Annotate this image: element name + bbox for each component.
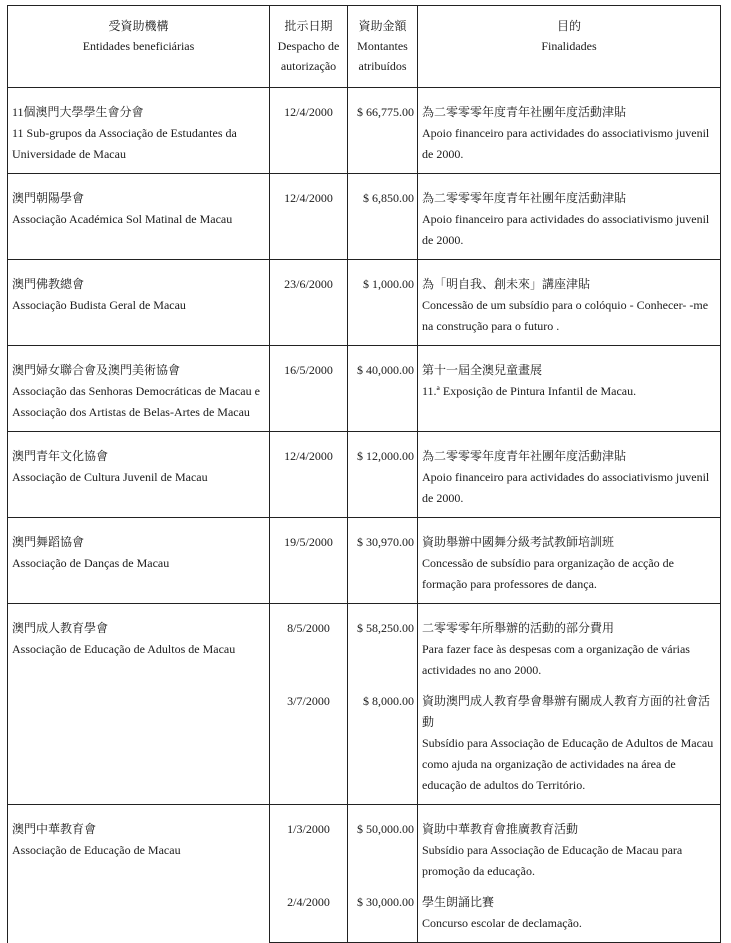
- amount-cell: $ 1,000.00: [348, 260, 418, 346]
- entity-zh: 澳門成人教育學會: [12, 621, 109, 635]
- header-amount-zh: 資助金額: [358, 19, 407, 33]
- entity-cell: [8, 174, 270, 260]
- header-entity-pt: Entidades beneficiárias: [82, 39, 195, 53]
- purpose-cell: [418, 260, 721, 346]
- date-cell: 19/5/2000: [270, 518, 348, 604]
- purpose-pt: Apoio financeiro para actividades do associativismo juvenil de 2000.: [422, 212, 710, 247]
- table-row: [8, 805, 721, 891]
- table-row: [8, 432, 721, 518]
- date-cell: 16/5/2000: [270, 346, 348, 432]
- purpose-zh: 為二零零零年度青年社團年度活動津貼: [422, 449, 627, 463]
- entity-zh: 澳門佛教總會: [12, 277, 85, 291]
- entity-zh: 澳門中華教育會: [12, 822, 97, 836]
- table-row: [8, 260, 721, 346]
- date-cell: 8/5/2000: [270, 604, 348, 690]
- header-date-zh: 批示日期: [284, 19, 333, 33]
- entity-zh: 11個澳門大學學生會分會: [12, 105, 144, 119]
- purpose-pt: Concurso escolar de declamação.: [422, 916, 582, 930]
- purpose-cell: [418, 432, 721, 518]
- purpose-pt: Apoio financeiro para actividades do associativismo juvenil de 2000.: [422, 126, 710, 161]
- date-cell: 12/4/2000: [270, 432, 348, 518]
- header-date-pt: Despacho de autorização: [277, 39, 340, 73]
- purpose-cell: [418, 689, 721, 805]
- entity-pt: Associação Académica Sol Matinal de Macau: [12, 212, 233, 226]
- purpose-pt: Concessão de subsídio para organização de acção de formação para professores de dança.: [422, 556, 675, 591]
- purpose-zh: 資助澳門成人教育學會舉辦有關成人教育方面的社會活動: [422, 694, 711, 729]
- purpose-cell: [418, 604, 721, 690]
- amount-cell: $ 12,000.00: [348, 432, 418, 518]
- amount-cell: $ 58,250.00: [348, 604, 418, 690]
- date-cell: 2/4/2000: [270, 890, 348, 943]
- entity-pt: Associação de Cultura Juvenil de Macau: [12, 470, 208, 484]
- header-amount-pt: Montantes atribuídos: [357, 39, 408, 73]
- amount-cell: $ 50,000.00: [348, 805, 418, 891]
- entity-cell: [8, 346, 270, 432]
- date-cell: 23/6/2000: [270, 260, 348, 346]
- date-cell: 12/4/2000: [270, 88, 348, 174]
- entity-cell: [8, 260, 270, 346]
- entity-pt: Associação Budista Geral de Macau: [12, 298, 186, 312]
- header-date: [270, 6, 348, 88]
- entity-pt: Associação de Educação de Adultos de Macau: [12, 642, 236, 656]
- date-cell: 12/4/2000: [270, 174, 348, 260]
- entity-cell: [8, 604, 270, 805]
- table-row: [8, 346, 721, 432]
- purpose-zh: 為二零零零年度青年社團年度活動津貼: [422, 191, 627, 205]
- purpose-zh: 資助舉辦中國舞分級考試教師培訓班: [422, 535, 615, 549]
- purpose-cell: [418, 518, 721, 604]
- table-row: [8, 518, 721, 604]
- table-row: [8, 604, 721, 690]
- purpose-pt: 11.ª Exposição de Pintura Infantil de Macau.: [422, 384, 637, 398]
- entity-pt: 11 Sub-grupos da Associação de Estudantes da Universidade de Macau: [12, 126, 237, 161]
- purpose-zh: 二零零零年所舉辦的活動的部分費用: [422, 621, 615, 635]
- purpose-zh: 學生朗誦比賽: [422, 895, 495, 909]
- entity-zh: 澳門舞蹈協會: [12, 535, 85, 549]
- header-amount: [348, 6, 418, 88]
- header-purpose-zh: 目的: [556, 19, 581, 33]
- purpose-zh: 為二零零零年度青年社團年度活動津貼: [422, 105, 627, 119]
- purpose-cell: [418, 88, 721, 174]
- purpose-zh: 第十一屆全澳兒童畫展: [422, 363, 543, 377]
- purpose-pt: Apoio financeiro para actividades do associativismo juvenil de 2000.: [422, 470, 710, 505]
- purpose-cell: [418, 890, 721, 943]
- entity-zh: 澳門婦女聯合會及澳門美術協會: [12, 363, 181, 377]
- header-purpose-pt: Finalidades: [541, 39, 597, 53]
- entity-cell: [8, 805, 270, 943]
- entity-cell: [8, 432, 270, 518]
- entity-zh: 澳門青年文化協會: [12, 449, 109, 463]
- date-cell: 1/3/2000: [270, 805, 348, 891]
- purpose-cell: [418, 346, 721, 432]
- amount-cell: $ 40,000.00: [348, 346, 418, 432]
- amount-cell: $ 30,000.00: [348, 890, 418, 943]
- purpose-pt: Para fazer face às despesas com a organização de várias actividades no ano 2000.: [422, 642, 690, 677]
- date-cell: 3/7/2000: [270, 689, 348, 805]
- purpose-pt: Subsídio para Associação de Educação de Adultos de Macau como ajuda na organização de actividades na área de educação de adultos do Território.: [422, 736, 714, 792]
- amount-cell: $ 30,970.00: [348, 518, 418, 604]
- purpose-zh: 資助中華教育會推廣教育活動: [422, 822, 579, 836]
- header-entity: [8, 6, 270, 88]
- header-entity-zh: 受資助機構: [108, 19, 169, 33]
- purpose-zh: 為「明自我、創未來」講座津貼: [422, 277, 591, 291]
- entity-cell: [8, 518, 270, 604]
- entity-zh: 澳門朝陽學會: [12, 191, 85, 205]
- purpose-pt: Concessão de um subsídio para o colóquio - Conhecer- -me na construção para o futuro .: [422, 298, 709, 333]
- table-row: [8, 88, 721, 174]
- purpose-cell: [418, 805, 721, 891]
- purpose-pt: Subsídio para Associação de Educação de Macau para promoção da educação.: [422, 843, 683, 878]
- amount-cell: $ 66,775.00: [348, 88, 418, 174]
- entity-pt: Associação de Educação de Macau: [12, 843, 181, 857]
- header-purpose: [418, 6, 721, 88]
- amount-cell: $ 8,000.00: [348, 689, 418, 805]
- amount-cell: $ 6,850.00: [348, 174, 418, 260]
- table-row: [8, 174, 721, 260]
- purpose-cell: [418, 174, 721, 260]
- subsidy-table: [7, 5, 721, 943]
- entity-pt: Associação das Senhoras Democráticas de Macau e Associação dos Artistas de Belas-Artes de Macau: [12, 384, 260, 419]
- table-header-row: [8, 6, 721, 88]
- entity-cell: [8, 88, 270, 174]
- entity-pt: Associação de Danças de Macau: [12, 556, 170, 570]
